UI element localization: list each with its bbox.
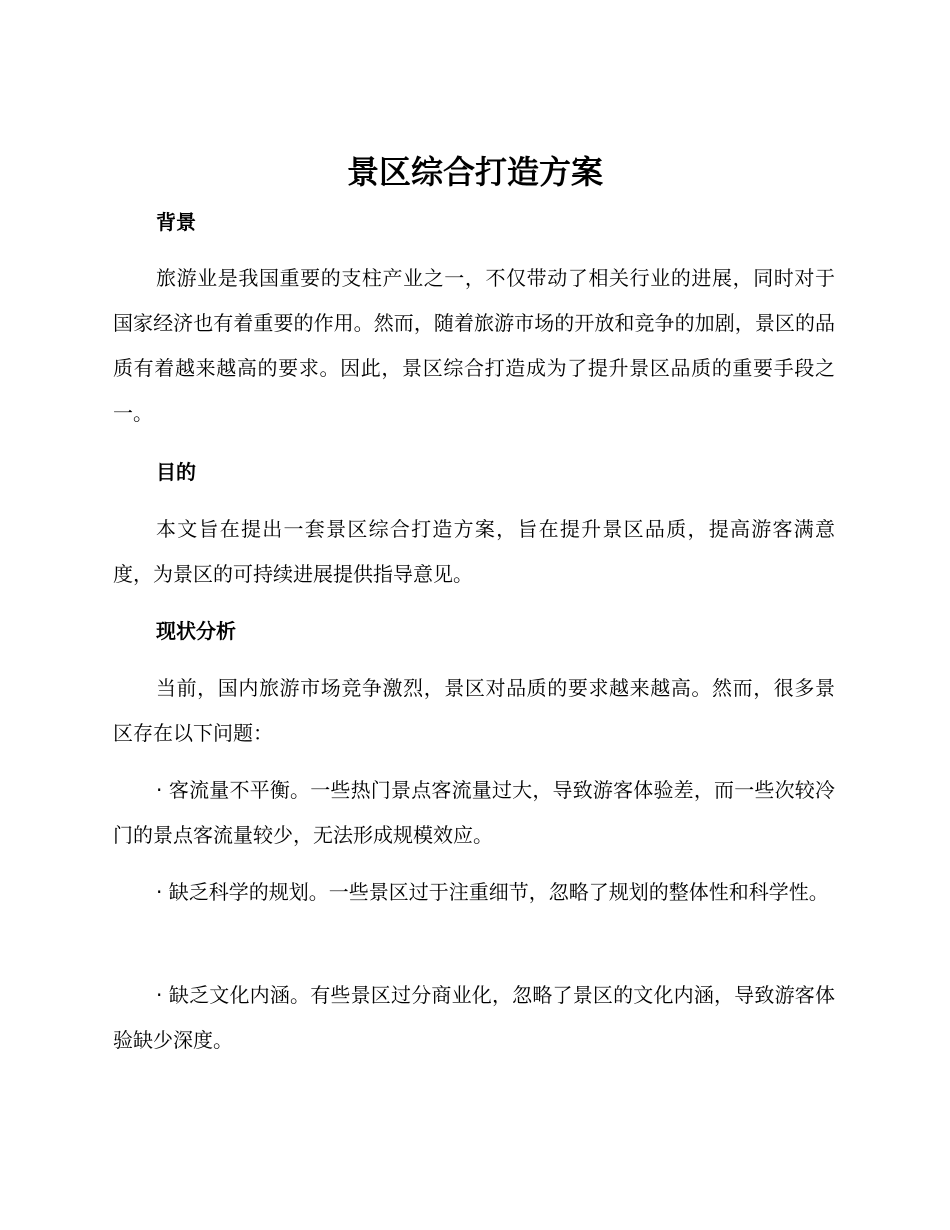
section-heading-purpose: 目的 xyxy=(156,460,196,484)
section-heading-background: 背景 xyxy=(156,210,196,234)
document-title: 景区综合打造方案 xyxy=(346,153,603,191)
paragraph-status-intro: 当前，国内旅游市场竞争激烈，景区对品质的要求越来越高。然而，很多景区存在以下问题： xyxy=(113,676,835,745)
paragraph-purpose: 本文旨在提出一套景区综合打造方案，旨在提升景区品质，提高游客满意度，为景区的可持续进展提供指导意见。 xyxy=(113,517,835,586)
bullet-item-visitor-flow: · 客流量不平衡。一些热门景点客流量过大，导致游客体验差，而一些次较冷门的景点客流量较少，无法形成规模效应。 xyxy=(113,778,835,847)
paragraph-background: 旅游业是我国重要的支柱产业之一，不仅带动了相关行业的进展，同时对于国家经济也有着重要的作用。然而，随着旅游市场的开放和竞争的加剧，景区的品质有着越来越高的要求。因此，景区综合打造成为了提升景区品质的重要手段之一。 xyxy=(113,266,835,425)
section-heading-status-analysis: 现状分析 xyxy=(156,619,236,643)
bullet-item-culture: · 缺乏文化内涵。有些景区过分商业化，忽略了景区的文化内涵，导致游客体验缺少深度。 xyxy=(113,983,835,1052)
bullet-item-planning: · 缺乏科学的规划。一些景区过于注重细节，忽略了规划的整体性和科学性。 xyxy=(156,880,829,904)
